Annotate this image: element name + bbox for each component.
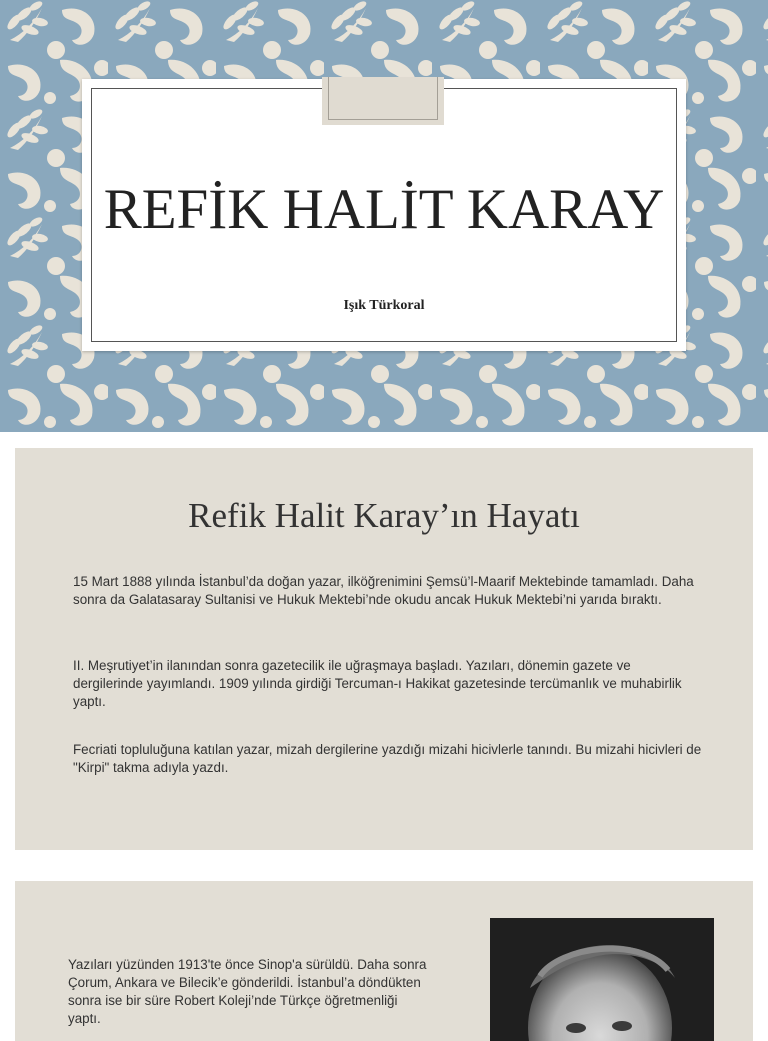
paragraph-early-life: 15 Mart 1888 yılında İstanbul’da doğan yazar, ilköğrenimini Şemsü’l-Maarif Mektebinde tamamladı. Daha sonra da Galatasaray Sultanisi ve Hukuk Mektebi’nde okudu ancak Hukuk Mektebi’ni yarıda bıraktı. [73, 574, 694, 607]
portrait-image [490, 918, 714, 1041]
paragraph-fecriati: Fecriati topluluğuna katılan yazar, mizah dergilerine yazdığı mizahi hicivlerle tanındı. Bu mizahi hicivleri de "Kirpi" takma adıyla yazdı. [73, 742, 702, 775]
paragraph-journalism: II. Meşrutiyet’in ilanından sonra gazetecilik ile uğraşmaya başladı. Yazıları, dönemin gazete ve dergilerinde yayımlandı. 1909 yılında girdiği Tercuman-ı Hakikat gazetesinde tercümanlık ve muhabirlik yaptı. [73, 658, 682, 709]
biography-slide [15, 448, 753, 850]
title-slide [0, 0, 768, 432]
paragraph-exile: Yazıları yüzünden 1913'te önce Sinop'a sürüldü. Daha sonra Çorum, Ankara ve Bilecik’e gönderildi. İstanbul’a döndükten sonra ise bir süre Robert Koleji’nde Türkçe öğretmenliği yaptı. [68, 957, 427, 1026]
decorative-tab [322, 77, 444, 125]
slide-heading: Refik Halit Karay’ın Hayatı [188, 496, 580, 535]
author-name: Işık Türkoral [343, 298, 425, 313]
title-card [82, 79, 686, 351]
exile-slide [15, 881, 753, 1041]
portrait-photo [490, 918, 714, 1041]
slide-title: REFİK HALİT KARAY [103, 178, 665, 241]
